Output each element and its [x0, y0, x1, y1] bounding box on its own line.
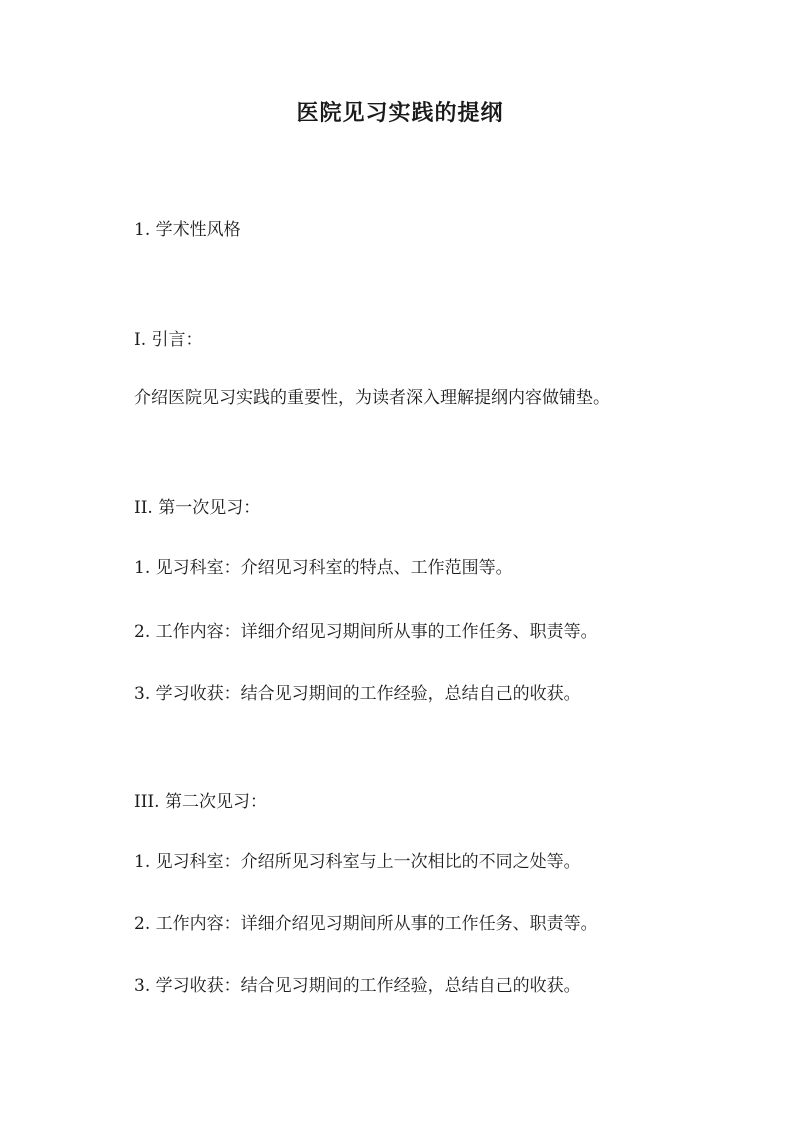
list-item: 2. 工作内容：详细介绍见习期间所从事的工作任务、职责等。 [134, 914, 598, 934]
style-heading: 1. 学术性风格 [134, 220, 241, 240]
section-heading-second-internship: III. 第二次见习： [134, 792, 267, 812]
document-title: 医院见习实践的提纲 [296, 100, 504, 126]
list-item: 1. 见习科室：介绍见习科室的特点、工作范围等。 [134, 558, 513, 578]
introduction-paragraph: 介绍医院见习实践的重要性，为读者深入理解提纲内容做铺垫。 [134, 388, 610, 408]
list-item: 2. 工作内容：详细介绍见习期间所从事的工作任务、职责等。 [134, 622, 598, 642]
section-heading-first-internship: II. 第一次见习： [134, 498, 261, 518]
list-item: 3. 学习收获：结合见习期间的工作经验，总结自己的收获。 [134, 976, 581, 996]
list-item: 1. 见习科室：介绍所见习科室与上一次相比的不同之处等。 [134, 852, 581, 872]
section-heading-introduction: I. 引言： [134, 330, 203, 350]
list-item: 3. 学习收获：结合见习期间的工作经验，总结自己的收获。 [134, 684, 581, 704]
